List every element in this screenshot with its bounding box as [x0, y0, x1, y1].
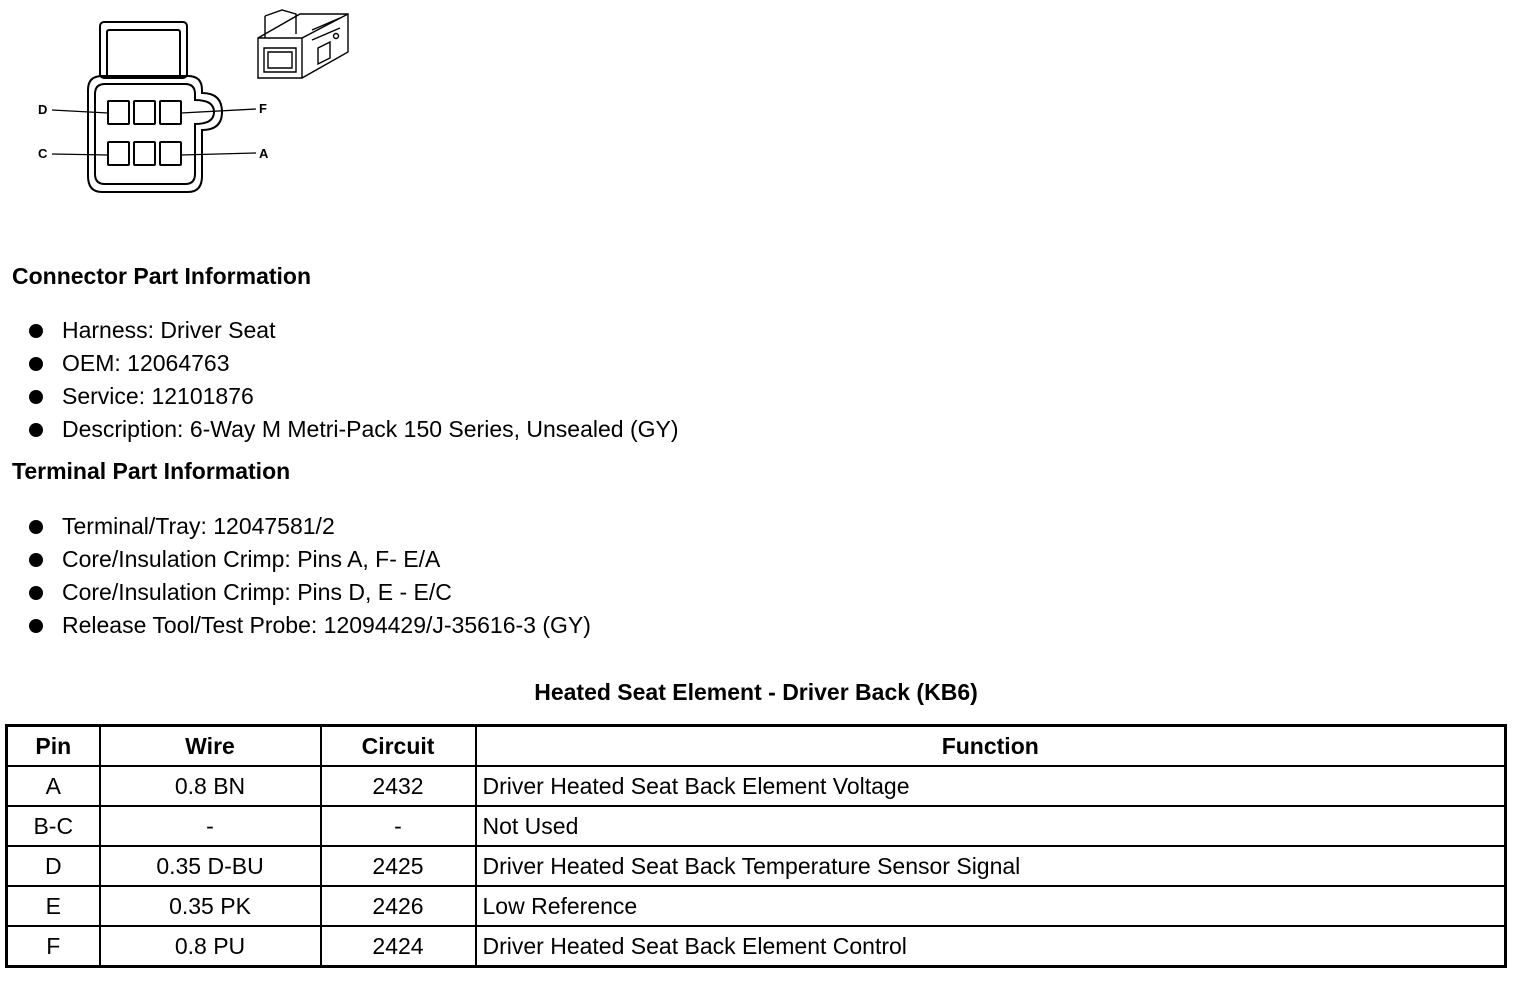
pin-label-a: A	[259, 146, 269, 161]
cell-circuit: -	[321, 806, 476, 846]
bullet-icon	[29, 619, 43, 633]
cell-pin: B-C	[7, 806, 100, 846]
header-wire: Wire	[100, 726, 321, 767]
cavity-a	[160, 142, 181, 165]
cell-wire: 0.35 D-BU	[100, 846, 321, 886]
connector-isometric-icon	[258, 10, 348, 78]
cell-wire: -	[100, 806, 321, 846]
bullet-icon	[29, 324, 43, 338]
list-item: Core/Insulation Crimp: Pins A, F- E/A	[28, 543, 591, 576]
cell-wire: 0.8 BN	[100, 766, 321, 806]
table-row	[7, 926, 1506, 967]
header-function: Function	[476, 726, 1506, 767]
cell-circuit: 2425	[321, 846, 476, 886]
table-row	[7, 846, 1506, 886]
table-row	[7, 886, 1506, 926]
terminal-part-info-list	[28, 510, 591, 642]
connector-part-info-title: Connector Part Information	[12, 263, 312, 289]
table-row	[7, 806, 1506, 846]
cell-function: Not Used	[476, 806, 1506, 846]
cell-pin: D	[7, 846, 100, 886]
pin-table-title: Heated Seat Element - Driver Back (KB6)	[534, 679, 978, 705]
cell-pin: E	[7, 886, 100, 926]
list-item: Description: 6-Way M Metri-Pack 150 Series, Unsealed (GY)	[28, 413, 679, 446]
pin-label-f: F	[259, 101, 267, 116]
cavity-b	[134, 142, 155, 165]
list-item: Core/Insulation Crimp: Pins D, E - E/C	[28, 576, 591, 609]
pin-table	[5, 724, 1507, 968]
terminal-part-info-title: Terminal Part Information	[12, 458, 291, 484]
list-item: OEM: 12064763	[28, 347, 679, 380]
header-circuit: Circuit	[321, 726, 476, 767]
bullet-icon	[29, 390, 43, 404]
bullet-icon	[29, 553, 43, 567]
pin-label-c: C	[38, 146, 48, 161]
connector-diagram	[0, 0, 380, 210]
cell-wire: 0.35 PK	[100, 886, 321, 926]
bullet-icon	[29, 586, 43, 600]
connector-body	[88, 76, 222, 192]
table-header-row	[7, 726, 1506, 767]
cell-function: Driver Heated Seat Back Temperature Sensor Signal	[476, 846, 1506, 886]
bullet-icon	[29, 423, 43, 437]
bullet-icon	[29, 357, 43, 371]
cell-function: Driver Heated Seat Back Element Control	[476, 926, 1506, 967]
cell-circuit: 2424	[321, 926, 476, 967]
cell-circuit: 2426	[321, 886, 476, 926]
header-pin: Pin	[7, 726, 100, 767]
cell-circuit: 2432	[321, 766, 476, 806]
cavity-f	[160, 101, 181, 124]
cell-pin: A	[7, 766, 100, 806]
cell-pin: F	[7, 926, 100, 967]
list-item: Service: 12101876	[28, 380, 679, 413]
bullet-icon	[29, 520, 43, 534]
cavity-d	[108, 101, 129, 124]
cell-wire: 0.8 PU	[100, 926, 321, 967]
connector-part-info-list	[28, 314, 679, 446]
cavity-c	[108, 142, 129, 165]
list-item: Release Tool/Test Probe: 12094429/J-35616-3 (GY)	[28, 609, 591, 642]
pin-label-d: D	[38, 102, 48, 117]
cell-function: Low Reference	[476, 886, 1506, 926]
table-row	[7, 766, 1506, 806]
list-item: Terminal/Tray: 12047581/2	[28, 510, 591, 543]
cell-function: Driver Heated Seat Back Element Voltage	[476, 766, 1506, 806]
list-item: Harness: Driver Seat	[28, 314, 679, 347]
cavity-e	[134, 101, 155, 124]
